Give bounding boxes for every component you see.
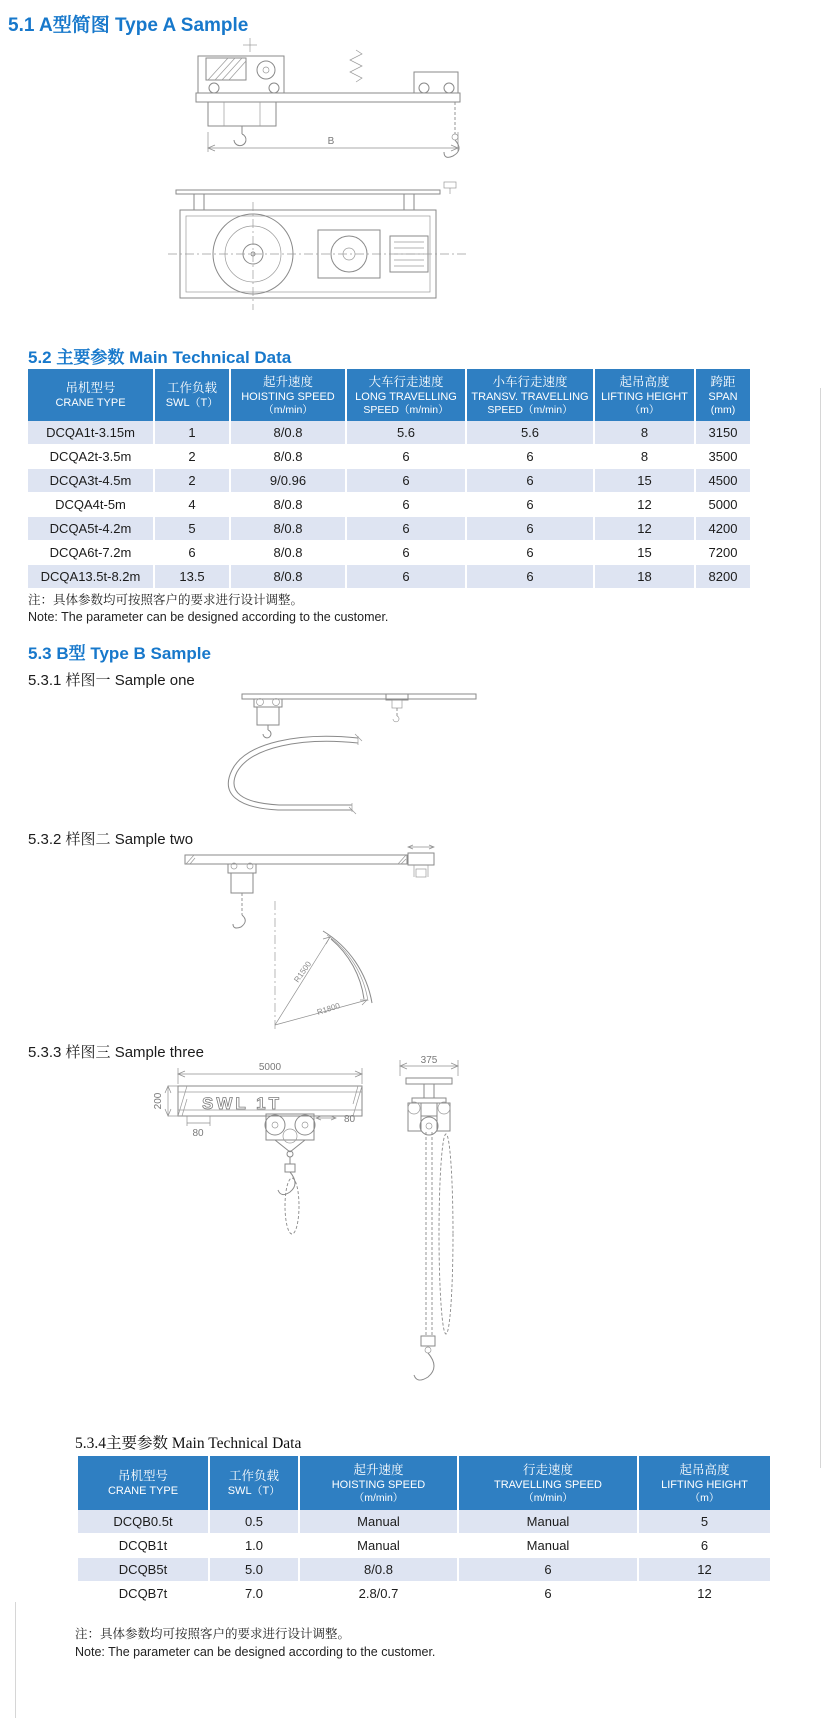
col-header-swl: 工作负载 SWL（T） [209,1456,299,1510]
cell: 7200 [695,541,750,565]
cell: 8/0.8 [230,421,346,445]
col-header-long-travelling-speed: 大车行走速度 LONG TRAVELLING SPEED（m/min） [346,369,466,421]
type-a-technical-data-table [28,369,750,589]
cell: 6 [638,1534,770,1558]
cell: 6 [346,517,466,541]
cell: 18 [594,565,695,589]
table-header-row [78,1456,770,1510]
cell: 15 [594,469,695,493]
col-header-crane-type: 吊机型号 CRANE TYPE [78,1456,209,1510]
cell: 8/0.8 [230,565,346,589]
col-header-transv-travelling-speed: 小车行走速度 TRANSV. TRAVELLING SPEED（m/min） [466,369,594,421]
sample-two-drawing [180,843,480,1039]
table-row [28,541,750,565]
section-5-3-heading: 5.3 B型 Type B Sample [28,644,211,663]
cell: 3150 [695,421,750,445]
cell: 1 [154,421,230,445]
table-a-note-zh: 注：具体参数均可按照客户的要求进行设计调整。 [28,593,304,607]
cell: 1.0 [209,1534,299,1558]
dim-label-span: 5000 [258,1062,282,1073]
cell: 6 [458,1558,638,1582]
cell: 12 [638,1558,770,1582]
dim-label-offset-right: 80 [344,1114,356,1125]
cell: DCQA6t-7.2m [28,541,154,565]
col-header-swl: 工作负载 SWL（T） [154,369,230,421]
cell: DCQA4t-5m [28,493,154,517]
cell: DCQA5t-4.2m [28,517,154,541]
cell: DCQB7t [78,1582,209,1606]
cell: Manual [458,1510,638,1534]
type-b-technical-data-table [78,1456,770,1606]
table-row [28,445,750,469]
cell: 6 [466,541,594,565]
table-row [78,1534,770,1558]
cell: 4500 [695,469,750,493]
cell: 5.0 [209,1558,299,1582]
cell: 12 [638,1582,770,1606]
dim-label-width: 375 [420,1055,438,1066]
type-a-front-view-drawing [168,36,488,168]
page-edge-right [820,388,821,1468]
cell: 8/0.8 [230,517,346,541]
table-b-note-zh: 注：具体参数均可按照客户的要求进行设计调整。 [75,1627,351,1641]
col-header-span: 跨距 SPAN (mm) [695,369,750,421]
cell: 8/0.8 [230,493,346,517]
radius-label-inner: R1500 [292,959,314,985]
table-header-row [28,369,750,421]
beam-swl-label: SWL 1T [202,1094,283,1113]
col-header-lifting-height: 起吊高度 LIFTING HEIGHT （m） [638,1456,770,1510]
cell: 4200 [695,517,750,541]
col-header-hoisting-speed: 起升速度 HOISTING SPEED （m/min） [299,1456,458,1510]
table-b-note-en: Note: The parameter can be designed according to the customer. [75,1645,436,1659]
cell: 6 [346,541,466,565]
cell: 9/0.96 [230,469,346,493]
table-row [78,1582,770,1606]
section-5-2-heading: 5.2 主要参数 Main Technical Data [28,348,292,367]
section-5-3-4-heading: 5.3.4主要参数 Main Technical Data [75,1435,302,1452]
dim-label-height: 200 [153,1092,164,1110]
cell: 5 [638,1510,770,1534]
section-5-3-3-heading: 5.3.3 样图三 Sample three [28,1044,204,1061]
page-edge-bottom-left [15,1602,16,1718]
col-header-hoisting-speed: 起升速度 HOISTING SPEED （m/min） [230,369,346,421]
sample-three-drawing [90,1054,480,1406]
cell: DCQA3t-4.5m [28,469,154,493]
cell: 5.6 [346,421,466,445]
col-header-travelling-speed: 行走速度 TRAVELLING SPEED （m/min） [458,1456,638,1510]
cell: 0.5 [209,1510,299,1534]
table-row [28,469,750,493]
cell: 5000 [695,493,750,517]
cell: 4 [154,493,230,517]
cell: 6 [466,517,594,541]
section-5-3-1-heading: 5.3.1 样图一 Sample one [28,672,195,689]
col-header-lifting-height: 起吊高度 LIFTING HEIGHT （m） [594,369,695,421]
section-5-3-2-heading: 5.3.2 样图二 Sample two [28,831,194,848]
table-row [28,421,750,445]
cell: Manual [299,1534,458,1558]
cell: Manual [458,1534,638,1558]
cell: 6 [346,565,466,589]
type-a-side-view-drawing [168,180,468,335]
cell: 15 [594,541,695,565]
cell: 6 [346,493,466,517]
section-5-1-heading: 5.1 A型简图 Type A Sample [8,15,249,36]
cell: 8 [594,421,695,445]
cell: 5 [154,517,230,541]
cell: DCQA2t-3.5m [28,445,154,469]
cell: 5.6 [466,421,594,445]
cell: 12 [594,493,695,517]
cell: 8/0.8 [230,445,346,469]
cell: 8/0.8 [230,541,346,565]
cell: 6 [466,565,594,589]
radius-label-outer: R1800 [315,1001,342,1017]
cell: 6 [458,1582,638,1606]
cell: 3500 [695,445,750,469]
cell: DCQA1t-3.15m [28,421,154,445]
cell: 7.0 [209,1582,299,1606]
cell: 2 [154,445,230,469]
cell: DCQB5t [78,1558,209,1582]
cell: 13.5 [154,565,230,589]
cell: 6 [346,469,466,493]
cell: DCQB0.5t [78,1510,209,1534]
cell: 6 [154,541,230,565]
cell: 2.8/0.7 [299,1582,458,1606]
cell: Manual [299,1510,458,1534]
cell: 6 [466,493,594,517]
cell: 12 [594,517,695,541]
cell: 2 [154,469,230,493]
dim-label-offset-left: 80 [192,1128,204,1139]
table-row [28,565,750,589]
cell: 8 [594,445,695,469]
cell: 6 [346,445,466,469]
dim-label-b: B [327,136,335,147]
table-row [78,1510,770,1534]
cell: DCQB1t [78,1534,209,1558]
cell: DCQA13.5t-8.2m [28,565,154,589]
cell: 8/0.8 [299,1558,458,1582]
table-row [28,493,750,517]
table-row [78,1558,770,1582]
cell: 6 [466,445,594,469]
cell: 6 [466,469,594,493]
table-a-note-en: Note: The parameter can be designed according to the customer. [28,610,389,624]
sample-one-drawing [180,686,480,824]
cell: 8200 [695,565,750,589]
col-header-crane-type: 吊机型号 CRANE TYPE [28,369,154,421]
table-row [28,517,750,541]
